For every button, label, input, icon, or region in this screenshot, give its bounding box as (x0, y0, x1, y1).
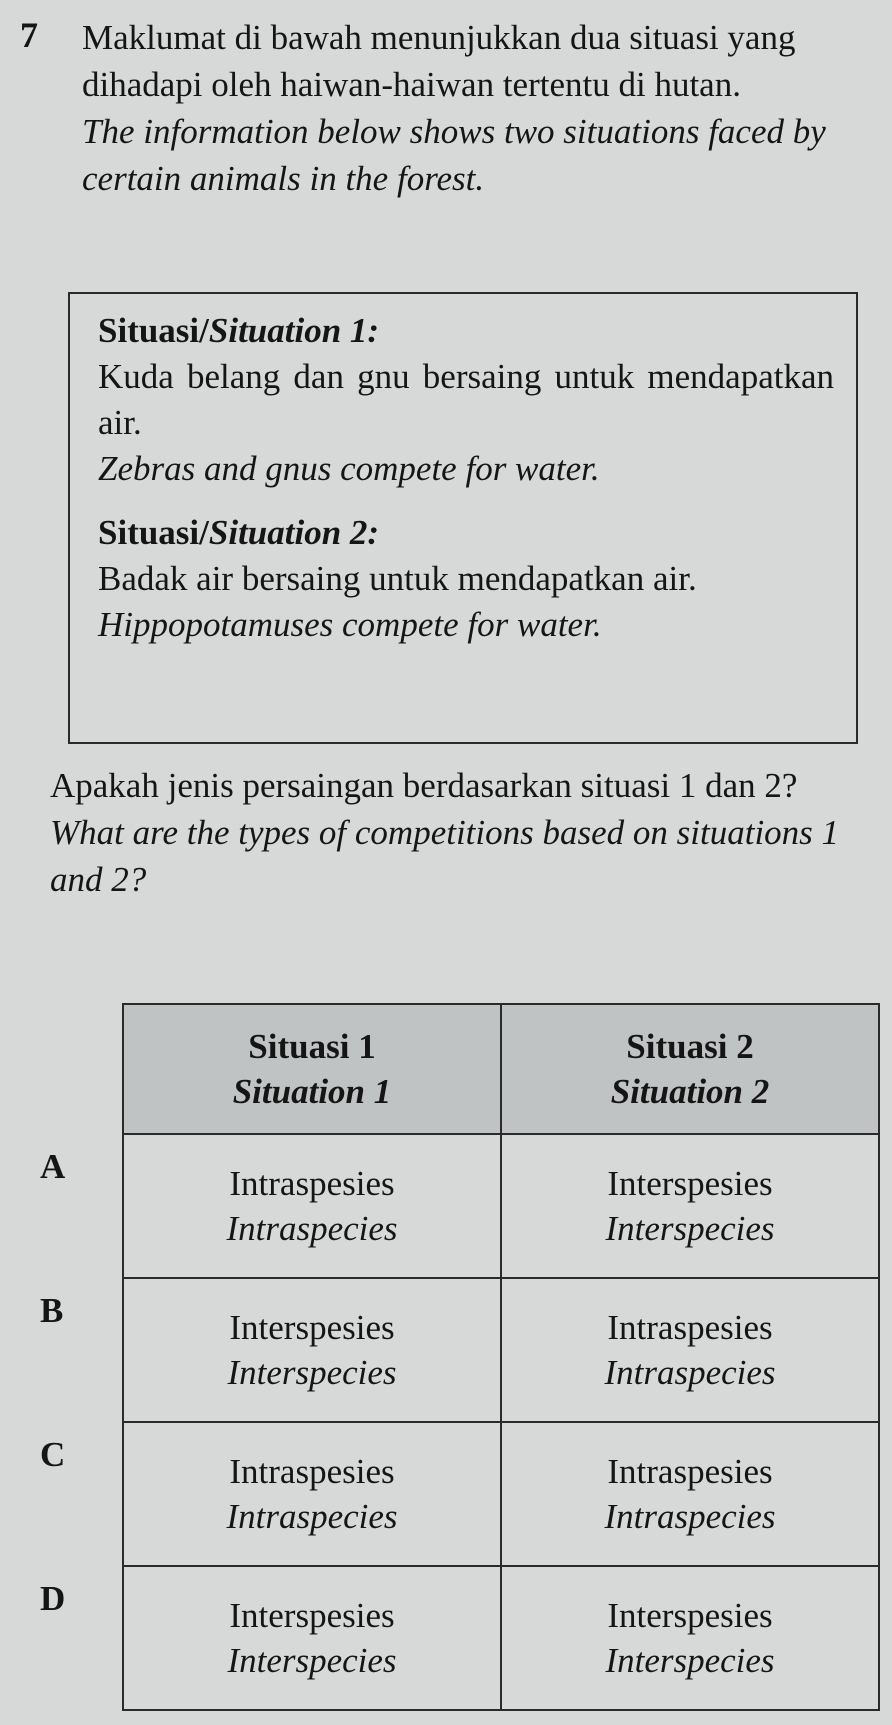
intro-malay: Maklumat di bawah menunjukkan dua situasi yang dihadapi oleh haiwan-haiwan tertentu di hutan. (82, 18, 796, 104)
option-d-situation-1 (123, 1566, 501, 1710)
prompt-english: What are the types of competitions based on situations 1 and 2? (50, 813, 840, 899)
option-d-s1-english: Interspecies (227, 1641, 397, 1680)
option-d-s2-malay: Interspesies (607, 1596, 773, 1635)
question-prompt (50, 762, 860, 903)
option-c-s1-english: Intraspecies (226, 1497, 398, 1536)
table-header-row (10, 1004, 879, 1134)
situation-1-text-english: Zebras and gnus compete for water. (98, 449, 600, 488)
option-c-s2-malay: Intraspesies (607, 1452, 773, 1491)
situation-box (68, 292, 858, 744)
option-a-s1-malay: Intraspesies (229, 1164, 395, 1203)
situation-2-heading-english: Situation 2: (208, 513, 380, 552)
option-d-s2-english: Interspecies (605, 1641, 775, 1680)
option-b-s1-malay: Interspesies (229, 1308, 395, 1347)
option-d-s1-malay: Interspesies (229, 1596, 395, 1635)
situation-1-text-malay: Kuda belang dan gnu bersaing untuk mendapatkan air. (98, 357, 834, 442)
option-b-situation-2 (501, 1278, 879, 1422)
option-row-a[interactable] (10, 1134, 879, 1278)
option-c-s1-malay: Intraspesies (229, 1452, 395, 1491)
option-row-d[interactable] (10, 1566, 879, 1710)
prompt-malay: Apakah jenis persaingan berdasarkan situasi 1 dan 2? (50, 766, 798, 805)
header-situation-1-english: Situation 1 (232, 1072, 392, 1111)
header-situation-2 (501, 1004, 879, 1134)
option-c-s2-english: Intraspecies (604, 1497, 776, 1536)
header-situation-1 (123, 1004, 501, 1134)
option-letter[interactable]: C (40, 1435, 66, 1474)
option-c-situation-1 (123, 1422, 501, 1566)
option-a-situation-2 (501, 1134, 879, 1278)
option-letter[interactable]: A (40, 1147, 66, 1186)
header-situation-2-malay: Situasi 2 (626, 1027, 754, 1066)
option-a-s2-malay: Interspesies (607, 1164, 773, 1203)
option-a-s1-english: Intraspecies (226, 1209, 398, 1248)
option-letter[interactable]: D (40, 1579, 66, 1618)
situation-2-heading-malay: Situasi/ (98, 513, 209, 552)
situation-2-text-malay: Badak air bersaing untuk mendapatkan air. (98, 559, 697, 598)
option-a-s2-english: Interspecies (605, 1209, 775, 1248)
situation-1-heading-malay: Situasi/ (98, 311, 209, 350)
situation-2-text-english: Hippopotamuses compete for water. (98, 605, 602, 644)
situation-1-heading (98, 308, 834, 354)
option-b-s2-malay: Intraspesies (607, 1308, 773, 1347)
option-c-situation-2 (501, 1422, 879, 1566)
intro-english: The information below shows two situations faced by certain animals in the forest. (82, 112, 826, 198)
question-intro (82, 14, 862, 202)
option-b-s2-english: Intraspecies (604, 1353, 776, 1392)
header-situation-1-malay: Situasi 1 (248, 1027, 376, 1066)
header-situation-2-english: Situation 2 (610, 1072, 770, 1111)
option-b-s1-english: Interspecies (227, 1353, 397, 1392)
option-row-b[interactable] (10, 1278, 879, 1422)
header-spacer (10, 1004, 123, 1134)
situation-1-heading-english: Situation 1: (208, 311, 380, 350)
option-letter[interactable]: B (40, 1291, 64, 1330)
situation-2-heading (98, 510, 834, 556)
situation-1 (98, 308, 834, 492)
option-row-c[interactable] (10, 1422, 879, 1566)
option-d-situation-2 (501, 1566, 879, 1710)
answer-options-table (10, 1003, 880, 1711)
situation-2 (98, 510, 834, 648)
question-number: 7 (20, 15, 38, 55)
option-b-situation-1 (123, 1278, 501, 1422)
option-a-situation-1 (123, 1134, 501, 1278)
